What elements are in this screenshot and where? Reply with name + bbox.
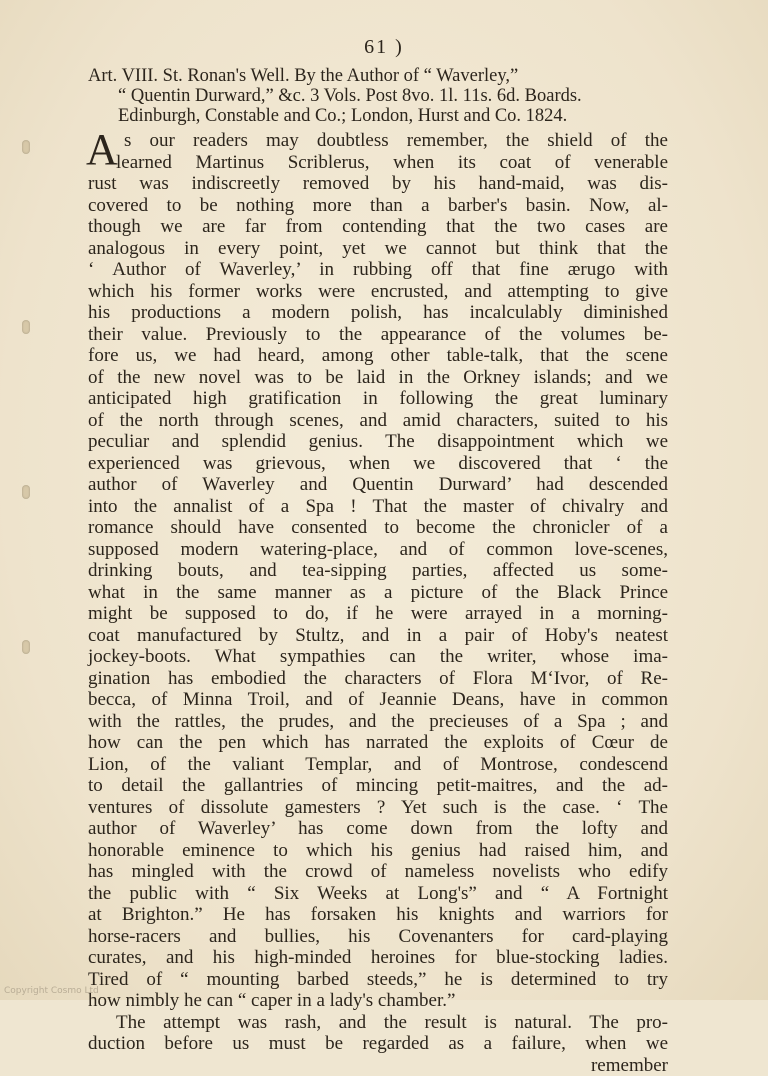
text-line: ‘ Author of Waverley,’ in rubbing off that fine ærugo with [88,259,668,281]
text-line: romance should have consented to become the chronicler of a [88,517,668,539]
text-line: analogous in every point, yet we cannot but think that the [88,238,668,260]
text-line: might be supposed to do, if he were arrayed in a morning- [88,603,668,625]
text-line: what in the same manner as a picture of the Black Prince [88,582,668,604]
text-line: The attempt was rash, and the result is natural. The pro- [88,1012,668,1034]
text-line: author of Waverley and Quentin Durward’ had descended [88,474,668,496]
binding-hole [22,485,30,499]
text-line: fore us, we had heard, among other table-talk, that the scene [88,345,668,367]
text-line: “ Quentin Durward,” &c. 3 Vols. Post 8vo. 1l. 11s. 6d. Boards. [88,86,668,106]
binding-hole [22,640,30,654]
text-line: jockey-boots. What sympathies can the writer, whose ima- [88,646,668,668]
text-line: coat manufactured by Stultz, and in a pair of Hoby's neatest [88,625,668,647]
drop-cap: A [86,130,118,170]
text-line: duction before us must be regarded as a failure, when we [88,1033,668,1055]
text-line: with the rattles, the prudes, and the precieuses of a Spa ; and [88,711,668,733]
text-line: supposed modern watering-place, and of common love-scenes, [88,539,668,561]
text-line: though we are far from contending that the two cases are [88,216,668,238]
text-line: rust was indiscreetly removed by his hand-maid, was dis- [88,173,668,195]
text-line: Lion, of the valiant Templar, and of Montrose, condescend [88,754,668,776]
text-line: the public with “ Six Weeks at Long's” and “ A Fortnight [88,883,668,905]
text-line: of the north through scenes, and amid characters, suited to his [88,410,668,432]
text-line: Edinburgh, Constable and Co.; London, Hurst and Co. 1824. [88,106,668,126]
text-line: ventures of dissolute gamesters ? Yet such is the case. ‘ The [88,797,668,819]
text-line: honorable eminence to which his genius had raised him, and [88,840,668,862]
text-line: horse-racers and bullies, his Covenanters for card-playing [88,926,668,948]
text-line: his productions a modern polish, has incalculably diminished [88,302,668,324]
text-line: which his former works were encrusted, and attempting to give [88,281,668,303]
text-line: experienced was grievous, when we discovered that ‘ the [88,453,668,475]
text-line: to detail the gallantries of mincing petit-maitres, and the ad- [88,775,668,797]
text-line: into the annalist of a Spa ! That the master of chivalry and [88,496,668,518]
binding-hole [22,140,30,154]
text-line: has mingled with the crowd of nameless novelists who edify [88,861,668,883]
text-line: of the new novel was to be laid in the Orkney islands; and we [88,367,668,389]
text-line: Art. VIII. St. Ronan's Well. By the Author of “ Waverley,” [88,66,668,86]
text-line: Tired of “ mounting barbed steeds,” he is determined to try [88,969,668,991]
text-line: drinking bouts, and tea-sipping parties, affected us some- [88,560,668,582]
binding-holes [22,0,38,1000]
article-heading [88,66,668,126]
text-line: covered to be nothing more than a barber's basin. Now, al- [88,195,668,217]
paragraph-2 [88,1012,668,1055]
binding-hole [22,320,30,334]
page-number: 61 ) [0,36,768,59]
text-line: gination has embodied the characters of Flora M‘Ivor, of Re- [88,668,668,690]
text-line: their value. Previously to the appearance of the volumes be- [88,324,668,346]
text-line: learned Martinus Scriblerus, when its coat of venerable [88,152,668,174]
text-line: peculiar and splendid genius. The disappointment which we [88,431,668,453]
text-line: becca, of Minna Troil, and of Jeannie Deans, have in common [88,689,668,711]
text-line: curates, and his high-minded heroines for blue-stocking ladies. [88,947,668,969]
catchword: remember [88,1055,668,1076]
text-line: how can the pen which has narrated the exploits of Cœur de [88,732,668,754]
text-line: at Brighton.” He has forsaken his knights and warriors for [88,904,668,926]
paragraph-1 [88,130,668,1012]
article-content [88,66,668,1076]
text-line: how nimbly he can “ caper in a lady's chamber.” [88,990,668,1012]
text-line: s our readers may doubtless remember, the shield of the [88,130,668,152]
catchword-line [88,1055,668,1076]
text-line: author of Waverley’ has come down from the lofty and [88,818,668,840]
copyright-watermark: Copyright Cosmo Ltd [4,986,99,996]
text-line: anticipated high gratification in following the great luminary [88,388,668,410]
